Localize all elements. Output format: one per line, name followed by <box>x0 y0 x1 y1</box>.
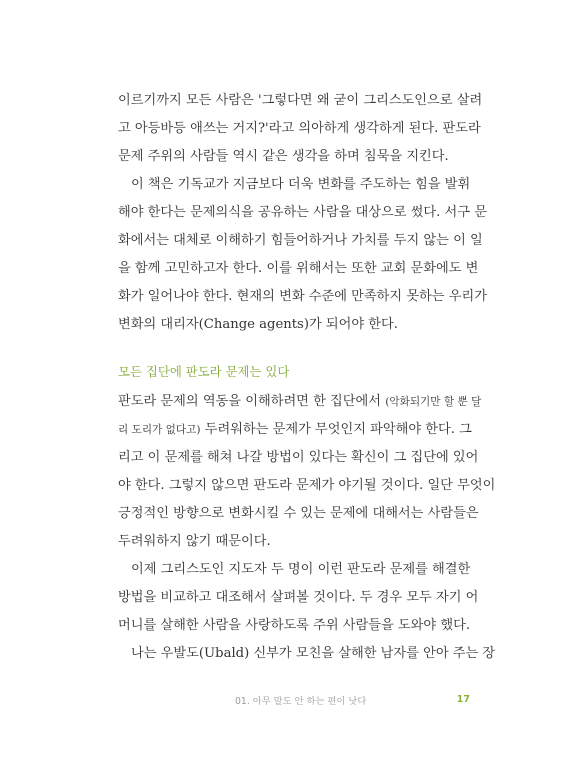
inline-note: (악화되기만 할 뿐 달 <box>385 396 482 408</box>
page-number: 17 <box>456 694 470 705</box>
text-line: 화가 일어나야 한다. 현재의 변화 수준에 만족하지 못하는 우리가 <box>118 289 487 304</box>
text-segment: 두려워하는 문제가 무엇인지 파악해야 한다. 그 <box>204 422 472 437</box>
body-text-section-2 <box>118 392 496 672</box>
text-line: 문제 주위의 사람들 역시 같은 생각을 하며 침묵을 지킨다. <box>118 149 449 164</box>
text-line: 을 함께 고민하고자 한다. 이를 위해서는 또한 교회 문화에도 변 <box>118 261 479 276</box>
text-line: 화에서는 대체로 이해하기 힘들어하거나 가치를 두지 않는 이 일 <box>118 233 483 248</box>
running-footer-chapter-title: 01. 아무 말도 안 하는 편이 낫다 <box>235 696 367 707</box>
text-line: 두려워하지 않기 때문이다. <box>118 534 271 549</box>
text-line <box>118 420 472 440</box>
text-line <box>118 392 482 412</box>
text-line: 이 책은 기독교가 지금보다 더욱 변화를 주도하는 힘을 발휘 <box>131 177 471 192</box>
section-heading: 모든 집단에 판도라 문제는 있다 <box>118 364 290 379</box>
text-segment: 판도라 문제의 역동을 이해하려면 한 집단에서 <box>118 394 382 409</box>
text-line: 긍정적인 방향으로 변화시킬 수 있는 문제에 대해서는 사람들은 <box>118 506 479 521</box>
text-line: 야 한다. 그렇지 않으면 판도라 문제가 야기될 것이다. 일단 무엇이 <box>118 478 496 493</box>
inline-note: 리 도리가 없다고) <box>118 424 201 436</box>
text-line: 변화의 대리자(Change agents)가 되어야 한다. <box>118 317 398 332</box>
text-line: 이르기까지 모든 사람은 '그렇다면 왜 굳이 그리스도인으로 살려 <box>118 93 483 108</box>
text-line: 방법을 비교하고 대조해서 살펴볼 것이다. 두 경우 모두 자기 어 <box>118 590 479 605</box>
body-text-section-1 <box>118 91 487 332</box>
text-line: 고 아등바등 애쓰는 거지?'라고 의아하게 생각하게 된다. 판도라 <box>118 121 481 136</box>
text-line: 나는 우발도(Ubald) 신부가 모친을 살해한 남자를 안아 주는 장 <box>131 646 496 661</box>
text-line: 해야 한다는 문제의식을 공유하는 사람을 대상으로 썼다. 서구 문 <box>118 205 487 220</box>
text-line: 리고 이 문제를 해쳐 나갈 방법이 있다는 확신이 그 집단에 있어 <box>118 450 479 465</box>
text-line: 머니를 살해한 사람을 사랑하도록 주위 사람들을 도와야 했다. <box>118 618 471 633</box>
text-line: 이제 그리스도인 지도자 두 명이 이런 판도라 문제를 해결한 <box>131 562 471 577</box>
